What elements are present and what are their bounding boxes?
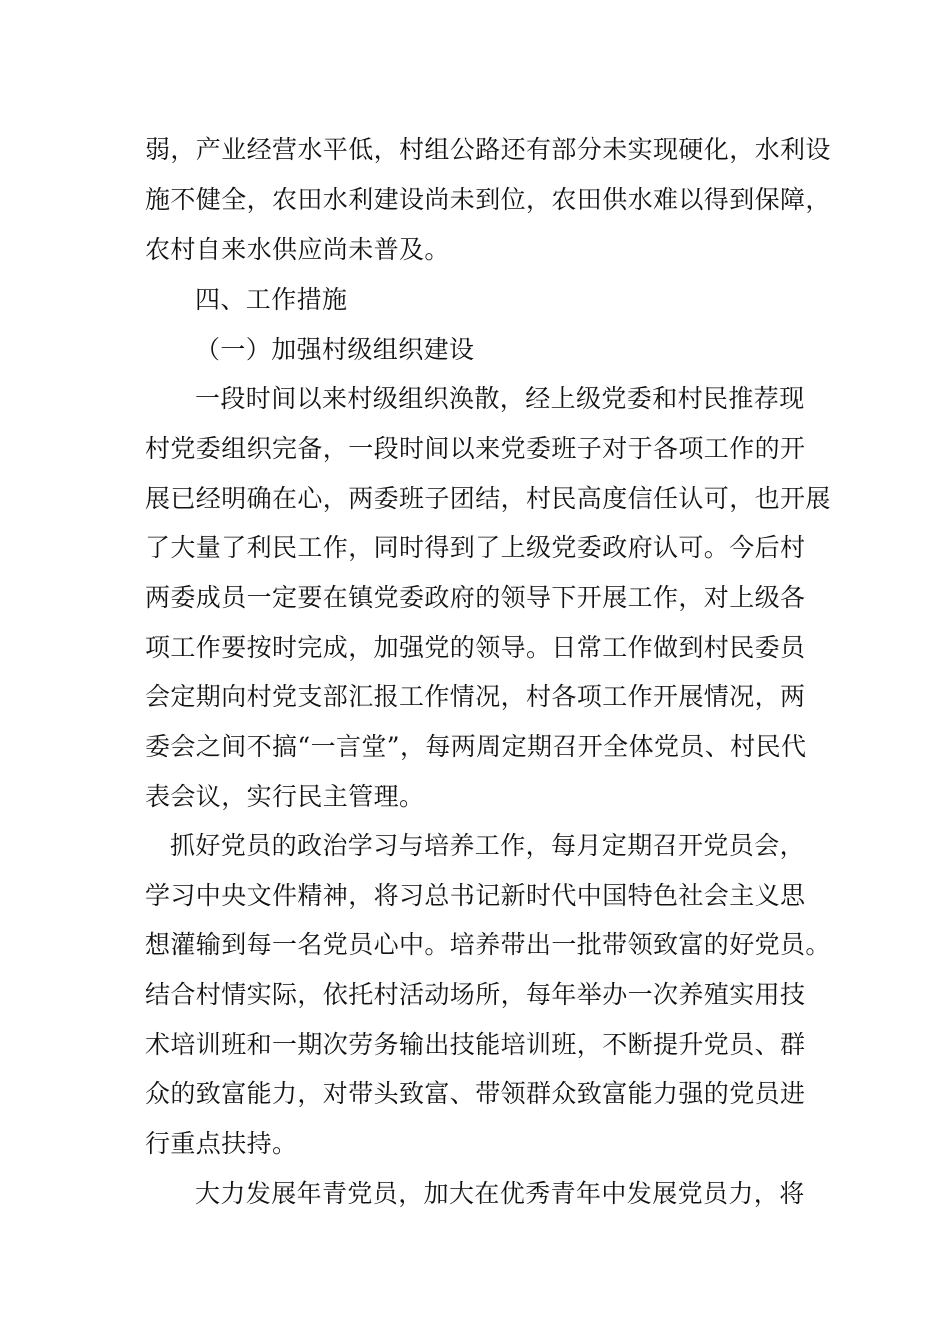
text-line: 抓好党员的政治学习与培养工作，每月定期召开党员会，	[170, 831, 806, 860]
text-line: 一段时间以来村级组织涣散，经上级党委和村民推荐现	[195, 384, 805, 413]
text-line: 村党委组织完备，一段时间以来党委班子对于各项工作的开	[145, 434, 806, 463]
text-line: 会定期向村党支部汇报工作情况，村各项工作开展情况，两	[145, 682, 806, 711]
text-line: 学习中央文件精神，将习总书记新时代中国特色社会主义思	[145, 881, 806, 910]
text-line: 展已经明确在心，两委班子团结，村民高度信任认可，也开展	[145, 484, 831, 513]
text-line: 项工作要按时完成，加强党的领导。日常工作做到村民委员	[145, 633, 806, 662]
text-line: 大力发展年青党员，加大在优秀青年中发展党员力，将	[195, 1179, 805, 1208]
text-line: 众的致富能力，对带头致富、带领群众致富能力强的党员进	[145, 1079, 806, 1108]
subsection-heading: （一）加强村级组织建设	[195, 335, 475, 364]
text-line: 想灌输到每一名党员心中。培养带出一批带领致富的好党员。	[145, 930, 831, 959]
text-line: 结合村情实际，依托村活动场所，每年举办一次养殖实用技	[145, 980, 806, 1009]
text-line: 行重点扶持。	[145, 1129, 298, 1158]
text-line: 委会之间不搞“一言堂”，每两周定期召开全体党员、村民代	[145, 732, 807, 761]
section-heading: 四、工作措施	[195, 285, 348, 314]
text-line: 弱，产业经营水平低，村组公路还有部分未实现硬化，水利设	[145, 135, 831, 164]
text-line: 施不健全，农田水利建设尚未到位，农田供水难以得到保障，	[145, 185, 831, 214]
text-line: 术培训班和一期次劳务输出技能培训班，不断提升党员、群	[145, 1030, 806, 1059]
text-line: 了大量了利民工作，同时得到了上级党委政府认可。今后村	[145, 533, 806, 562]
text-line: 农村自来水供应尚未普及。	[145, 235, 450, 264]
text-line: 表会议，实行民主管理。	[145, 782, 425, 811]
text-line: 两委成员一定要在镇党委政府的领导下开展工作，对上级各	[145, 583, 806, 612]
